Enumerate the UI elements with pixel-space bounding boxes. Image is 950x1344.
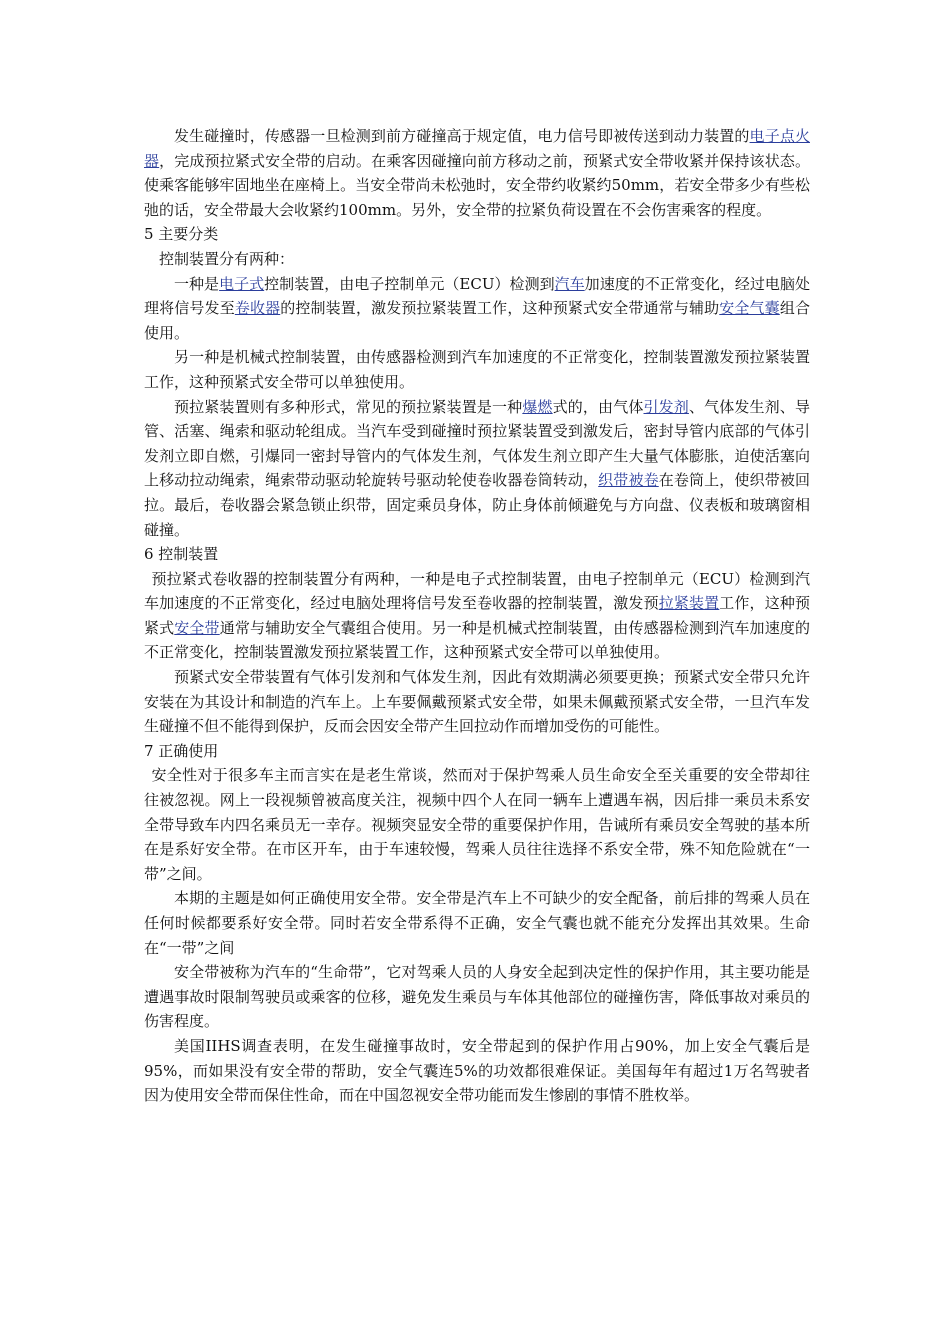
link-webbing-wound[interactable]: 织带被卷	[598, 471, 659, 490]
document-body	[144, 124, 810, 1108]
paragraph-pretensioner-forms: 预拉紧装置则有多种形式，常见的预拉紧装置是一种爆燃式的，由气体引发剂、气体发生剂、导管、活塞、绳索和驱动轮组成。当汽车受到碰撞时预拉紧装置受到激发后，密封导管内底部的气体引发剂立即自燃，引爆同一密封导管内的气体发生剂，气体发生剂立即产生大量气体膨胀，迫使活塞向上移动拉动绳索，绳索带动驱动轮旋转号驱动轮使卷收器卷筒转动，织带被卷在卷筒上，使织带被回拉。最后，卷收器会紧急锁止织带，固定乘员身体，防止身体前倾避免与方向盘、仪表板和玻璃窗相碰撞。	[144, 397, 810, 539]
paragraph-theme: 本期的主题是如何正确使用安全带。安全带是汽车上不可缺少的安全配备，前后排的驾乘人员在任何时候都要系好安全带。同时若安全带系得不正确，安全气囊也就不能充分发挥出其效果。生命在“一带”之间	[144, 889, 810, 957]
paragraph-mechanical-control: 另一种是机械式控制装置，由传感器检测到汽车加速度的不正常变化，控制装置激发预拉紧装置工作，这种预紧式安全带可以单独使用。	[144, 348, 810, 391]
section-heading-correct-use: 7 正确使用	[144, 741, 219, 760]
link-retractor[interactable]: 卷收器	[234, 299, 281, 318]
section-heading-control-device: 6 控制装置	[144, 545, 219, 564]
paragraph-control-types-intro: 控制装置分有两种：	[159, 249, 295, 268]
paragraph-life-belt: 安全带被称为汽车的“生命带”，它对驾乘人员的人身安全起到决定性的保护作用，其主要功能是遭遇事故时限制驾驶员或乘客的位移，避免发生乘员与车体其他部位的碰撞伤害，降低事故对乘员的伤害程度。	[144, 963, 810, 1031]
paragraph-pretensioner-activation: 发生碰撞时，传感器一旦检测到前方碰撞高于规定值，电力信号即被传送到动力装置的电子点火器，完成预拉紧式安全带的启动。在乘客因碰撞向前方移动之前，预紧式安全带收紧并保持该状态。使乘客能够牢固地坐在座椅上。当安全带尚未松弛时，安全带约收紧约50mm，若安全带多少有些松弛的话，安全带最大会收紧约100mm。另外，安全带的拉紧负荷设置在不会伤害乘客的程度。	[144, 127, 810, 219]
paragraph-retractor-control: 预拉紧式卷收器的控制装置分有两种，一种是电子式控制装置，由电子控制单元（ECU）检测到汽车加速度的不正常变化，经过电脑处理将信号发至卷收器的控制装置，激发预拉紧装置工作，这种预紧式安全带通常与辅助安全气囊组合使用。另一种是机械式控制装置，由传感器检测到汽车加速度的不正常变化，控制装置激发预拉紧装置工作，这种预紧式安全带可以单独使用。	[144, 569, 810, 662]
section-heading-main-types: 5 主要分类	[144, 225, 219, 244]
paragraph-safety-awareness: 安全性对于很多车主而言实在是老生常谈，然而对于保护驾乘人员生命安全至关重要的安全带却往往被忽视。网上一段视频曾被高度关注，视频中四个人在同一辆车上遭遇车祸，因后排一乘员未系安全带导致车内四名乘员无一幸存。视频突显安全带的重要保护作用，告诫所有乘员安全驾驶的基本所在是系好安全带。在市区开车，由于车速较慢，驾乘人员往往选择不系安全带，殊不知危险就在“一带”之间。	[144, 766, 810, 883]
paragraph-iihs-survey: 美国IIHS调查表明，在发生碰撞事故时，安全带起到的保护作用占90%，加上安全气囊后是95%，而如果没有安全带的帮助，安全气囊连5%的功效都很难保证。美国每年有超过1万名驾驶者因为使用安全带而保住性命，而在中国忽视安全带功能而发生惨剧的事情不胜枚举。	[144, 1036, 810, 1105]
link-deflagration[interactable]: 爆燃	[522, 397, 553, 416]
link-electronic-igniter[interactable]: 电子点火器	[144, 127, 810, 170]
paragraph-electronic-control: 一种是电子式控制装置，由电子控制单元（ECU）检测到汽车加速度的不正常变化，经过电脑处理将信号发至卷收器的控制装置，激发预拉紧装置工作，这种预紧式安全带通常与辅助安全气囊组合使用。	[144, 274, 810, 342]
paragraph-replacement-note: 预紧式安全带装置有气体引发剂和气体发生剂，因此有效期满必须要更换；预紧式安全带只允许安装在为其设计和制造的汽车上。上车要佩戴预紧式安全带，如果未佩戴预紧式安全带，一旦汽车发生碰撞不但不能得到保护，反而会因安全带产生回拉动作而增加受伤的可能性。	[144, 668, 810, 736]
link-electronic[interactable]: 电子式	[219, 274, 265, 293]
link-seatbelt[interactable]: 安全带	[174, 618, 220, 637]
link-airbag[interactable]: 安全气囊	[719, 299, 780, 318]
link-initiator[interactable]: 引发剂	[643, 397, 689, 416]
link-car[interactable]: 汽车	[554, 274, 585, 293]
link-tensioning-device[interactable]: 拉紧装置	[658, 594, 720, 613]
